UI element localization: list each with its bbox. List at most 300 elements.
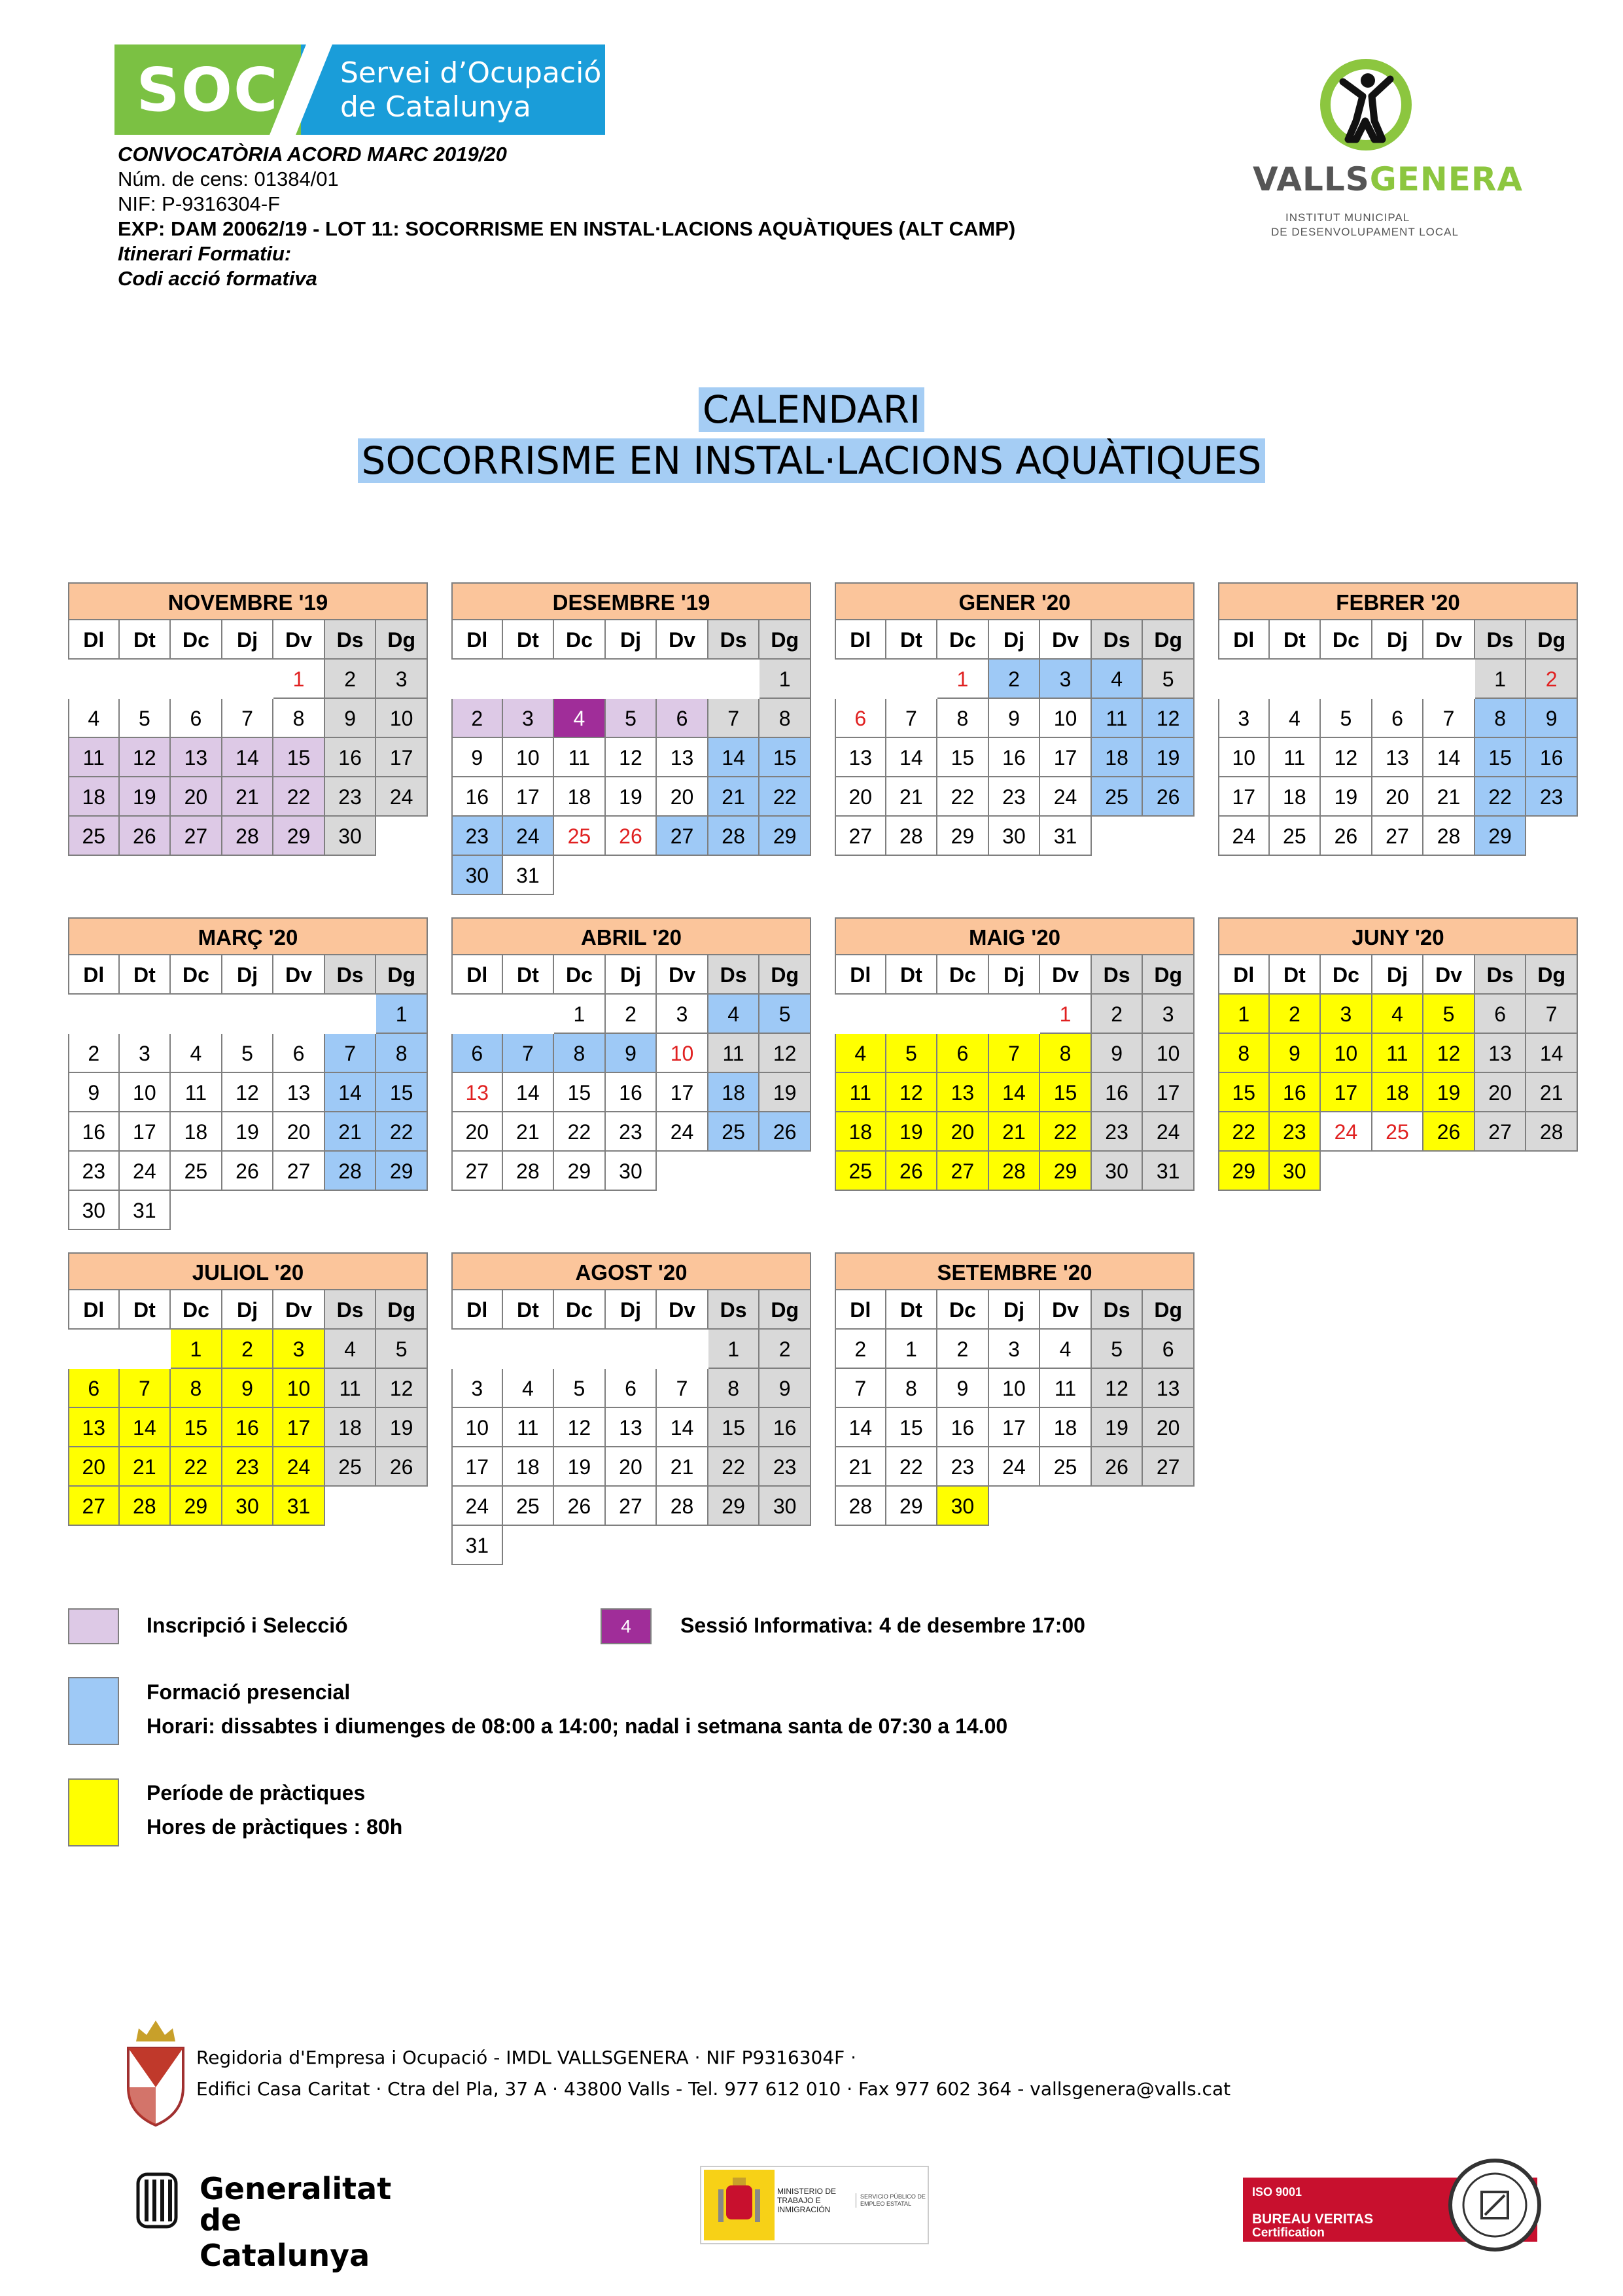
day-cell: 24 xyxy=(503,817,555,856)
weekday-header: Dt xyxy=(503,620,555,660)
weekday-header: Dg xyxy=(1143,955,1195,995)
day-cell: 10 xyxy=(376,699,428,738)
day-cell: 11 xyxy=(1270,738,1321,777)
weekday-header: Dj xyxy=(606,620,657,660)
soc-logo xyxy=(114,44,605,135)
day-cell: 1 xyxy=(273,660,325,699)
day-cell: 10 xyxy=(657,1034,708,1073)
day-cell: 15 xyxy=(1475,738,1527,777)
day-cell: 25 xyxy=(325,1447,377,1487)
weekday-header: Ds xyxy=(1092,1290,1143,1330)
day-cell: 11 xyxy=(1372,1034,1424,1073)
weekday-header: Dg xyxy=(1143,620,1195,660)
day-cell: 17 xyxy=(1321,1073,1372,1112)
day-cell: 4 xyxy=(68,699,120,738)
day-cell: 26 xyxy=(759,1112,811,1152)
day-cell: 17 xyxy=(503,777,555,817)
day-cell: 19 xyxy=(1423,1073,1475,1112)
valls-shield-icon xyxy=(116,2015,195,2130)
day-cell: 22 xyxy=(171,1447,222,1487)
day-cell: 28 xyxy=(1526,1112,1578,1152)
day-cell: 25 xyxy=(1270,817,1321,856)
weekday-header: Dc xyxy=(1321,620,1372,660)
day-cell: 26 xyxy=(222,1152,274,1191)
day-cell: 30 xyxy=(451,856,503,895)
day-cell: 23 xyxy=(606,1112,657,1152)
day-cell: 2 xyxy=(835,1330,886,1369)
day-cell: 24 xyxy=(1218,817,1270,856)
day-cell: 18 xyxy=(1270,777,1321,817)
day-cell: 21 xyxy=(835,1447,886,1487)
day-cell: 5 xyxy=(759,995,811,1034)
day-cell: 12 xyxy=(554,1408,606,1447)
weekday-header: Dg xyxy=(759,620,811,660)
day-cell: 24 xyxy=(657,1112,708,1152)
day-cell: 12 xyxy=(759,1034,811,1073)
day-cell: 16 xyxy=(1526,738,1578,777)
legend-sessio-label: Sessió Informativa: 4 de desembre 17:00 xyxy=(680,1614,1085,1637)
weekday-header: Dc xyxy=(937,1290,989,1330)
day-cell: 15 xyxy=(886,1408,938,1447)
day-cell: 27 xyxy=(1143,1447,1195,1487)
day-cell: 11 xyxy=(708,1034,760,1073)
day-cell: 6 xyxy=(1143,1330,1195,1369)
day-cell: 14 xyxy=(657,1408,708,1447)
day-cell: 31 xyxy=(120,1191,171,1230)
day-cell: 22 xyxy=(1475,777,1527,817)
day-cell: 29 xyxy=(376,1152,428,1191)
day-cell: 27 xyxy=(451,1152,503,1191)
day-cell: 5 xyxy=(1423,995,1475,1034)
footer-line2: Edifici Casa Caritat · Ctra del Pla, 37 A · 43800 Valls - Tel. 977 612 010 · Fax 977 602 364 - vallsgenera@valls.cat xyxy=(196,2078,1231,2100)
day-cell: 19 xyxy=(606,777,657,817)
day-cell: 29 xyxy=(554,1152,606,1191)
day-cell: 27 xyxy=(835,817,886,856)
day-cell: 1 xyxy=(554,995,606,1034)
generalitat-logo: Generalitat de Catalunya xyxy=(134,2166,409,2238)
day-cell: 27 xyxy=(606,1487,657,1526)
day-cell: 13 xyxy=(273,1073,325,1112)
day-cell: 18 xyxy=(503,1447,555,1487)
day-cell: 31 xyxy=(503,856,555,895)
soc-logo-mark: SOC xyxy=(114,44,301,135)
day-cell: 6 xyxy=(657,699,708,738)
day-cell: 24 xyxy=(451,1487,503,1526)
day-cell: 19 xyxy=(222,1112,274,1152)
weekday-header: Ds xyxy=(708,1290,760,1330)
day-cell: 19 xyxy=(1143,738,1195,777)
weekday-header: Ds xyxy=(325,955,377,995)
day-cell: 13 xyxy=(937,1073,989,1112)
day-cell: 23 xyxy=(451,817,503,856)
day-cell: 16 xyxy=(325,738,377,777)
weekday-header: Dv xyxy=(273,1290,325,1330)
title-line2: SOCORRISME EN INSTAL·LACIONS AQUÀTIQUES xyxy=(358,438,1266,483)
day-cell: 10 xyxy=(1321,1034,1372,1073)
day-cell: 23 xyxy=(937,1447,989,1487)
weekday-header: Dg xyxy=(759,955,811,995)
day-cell: 3 xyxy=(503,699,555,738)
weekday-header: Ds xyxy=(1475,955,1527,995)
day-cell: 19 xyxy=(759,1073,811,1112)
weekday-header: Ds xyxy=(1092,620,1143,660)
day-cell: 22 xyxy=(376,1112,428,1152)
weekday-header: Dt xyxy=(1270,955,1321,995)
day-cell: 29 xyxy=(886,1487,938,1526)
day-cell: 30 xyxy=(606,1152,657,1191)
legend-practiques-title: Període de pràctiques xyxy=(147,1781,366,1805)
day-cell: 28 xyxy=(708,817,760,856)
day-cell: 4 xyxy=(503,1369,555,1408)
month-title: MARÇ '20 xyxy=(68,917,428,955)
day-cell: 8 xyxy=(171,1369,222,1408)
day-cell: 21 xyxy=(657,1447,708,1487)
day-cell: 10 xyxy=(1040,699,1092,738)
day-cell: 6 xyxy=(451,1034,503,1073)
month-calendar xyxy=(835,917,1195,1191)
day-cell: 17 xyxy=(451,1447,503,1487)
weekday-header: Dg xyxy=(1526,955,1578,995)
day-cell: 15 xyxy=(708,1408,760,1447)
day-cell: 10 xyxy=(1143,1034,1195,1073)
weekday-header: Ds xyxy=(1092,955,1143,995)
day-cell: 21 xyxy=(886,777,938,817)
day-cell: 20 xyxy=(451,1112,503,1152)
day-cell: 16 xyxy=(1270,1073,1321,1112)
day-cell: 3 xyxy=(1218,699,1270,738)
weekday-header: Dv xyxy=(1423,955,1475,995)
day-cell: 27 xyxy=(171,817,222,856)
day-cell: 23 xyxy=(222,1447,274,1487)
day-cell: 10 xyxy=(273,1369,325,1408)
day-cell: 26 xyxy=(120,817,171,856)
day-cell: 8 xyxy=(886,1369,938,1408)
weekday-header: Dj xyxy=(606,1290,657,1330)
day-cell: 4 xyxy=(1270,699,1321,738)
day-cell: 8 xyxy=(376,1034,428,1073)
weekday-header: Dc xyxy=(554,955,606,995)
day-cell: 3 xyxy=(1143,995,1195,1034)
weekday-header: Ds xyxy=(1475,620,1527,660)
day-cell: 17 xyxy=(1143,1073,1195,1112)
weekday-header: Dj xyxy=(222,620,274,660)
day-cell: 29 xyxy=(937,817,989,856)
day-cell: 27 xyxy=(68,1487,120,1526)
day-cell: 11 xyxy=(835,1073,886,1112)
day-cell: 1 xyxy=(171,1330,222,1369)
day-cell: 14 xyxy=(325,1073,377,1112)
weekday-header: Dl xyxy=(835,620,886,660)
day-cell: 28 xyxy=(835,1487,886,1526)
day-cell: 1 xyxy=(759,660,811,699)
day-cell: 30 xyxy=(989,817,1041,856)
day-cell: 7 xyxy=(1423,699,1475,738)
day-cell: 22 xyxy=(759,777,811,817)
weekday-header: Dc xyxy=(554,620,606,660)
day-cell: 30 xyxy=(68,1191,120,1230)
day-cell: 11 xyxy=(171,1073,222,1112)
day-cell: 31 xyxy=(1040,817,1092,856)
day-cell: 27 xyxy=(657,817,708,856)
day-cell: 29 xyxy=(1475,817,1527,856)
day-cell: 24 xyxy=(989,1447,1041,1487)
weekday-header: Dj xyxy=(222,1290,274,1330)
day-cell: 27 xyxy=(1475,1112,1527,1152)
weekday-header: Dc xyxy=(171,1290,222,1330)
day-cell: 18 xyxy=(708,1073,760,1112)
day-cell: 18 xyxy=(68,777,120,817)
day-cell: 13 xyxy=(451,1073,503,1112)
day-cell: 7 xyxy=(325,1034,377,1073)
day-cell: 18 xyxy=(1092,738,1143,777)
month-title: DESEMBRE '19 xyxy=(451,582,811,620)
day-cell: 21 xyxy=(1423,777,1475,817)
day-cell: 6 xyxy=(937,1034,989,1073)
day-cell: 28 xyxy=(1423,817,1475,856)
day-cell: 16 xyxy=(1092,1073,1143,1112)
day-cell: 23 xyxy=(325,777,377,817)
weekday-header: Dc xyxy=(554,1290,606,1330)
weekday-header: Dt xyxy=(1270,620,1321,660)
day-cell: 20 xyxy=(606,1447,657,1487)
month-title: FEBRER '20 xyxy=(1218,582,1578,620)
weekday-header: Dg xyxy=(376,955,428,995)
day-cell: 21 xyxy=(503,1112,555,1152)
month-calendar xyxy=(1218,917,1578,1191)
day-cell: 24 xyxy=(376,777,428,817)
day-cell: 10 xyxy=(120,1073,171,1112)
nif-line: NIF: P-9316304-F xyxy=(118,192,281,215)
weekday-header: Dt xyxy=(503,955,555,995)
day-cell: 2 xyxy=(759,1330,811,1369)
day-cell: 13 xyxy=(657,738,708,777)
day-cell: 1 xyxy=(708,1330,760,1369)
day-cell: 12 xyxy=(886,1073,938,1112)
day-cell: 23 xyxy=(68,1152,120,1191)
day-cell: 29 xyxy=(1040,1152,1092,1191)
day-cell: 9 xyxy=(1092,1034,1143,1073)
day-cell: 26 xyxy=(554,1487,606,1526)
day-cell: 23 xyxy=(989,777,1041,817)
month-calendar xyxy=(451,1252,811,1565)
month-title: NOVEMBRE '19 xyxy=(68,582,428,620)
day-cell: 1 xyxy=(1475,660,1527,699)
day-cell: 9 xyxy=(759,1369,811,1408)
day-cell: 13 xyxy=(1475,1034,1527,1073)
weekday-header: Dt xyxy=(886,1290,938,1330)
day-cell: 5 xyxy=(376,1330,428,1369)
day-cell: 2 xyxy=(937,1330,989,1369)
day-cell: 10 xyxy=(989,1369,1041,1408)
day-cell: 27 xyxy=(273,1152,325,1191)
day-cell: 27 xyxy=(1372,817,1424,856)
weekday-header: Dj xyxy=(989,955,1041,995)
day-cell: 16 xyxy=(451,777,503,817)
weekday-header: Ds xyxy=(708,955,760,995)
title-line1: CALENDARI xyxy=(699,387,924,432)
day-cell: 15 xyxy=(554,1073,606,1112)
day-cell: 20 xyxy=(68,1447,120,1487)
day-cell: 28 xyxy=(120,1487,171,1526)
day-cell: 12 xyxy=(120,738,171,777)
month-calendar xyxy=(835,582,1195,856)
day-cell: 28 xyxy=(989,1152,1041,1191)
day-cell: 27 xyxy=(937,1152,989,1191)
day-cell: 3 xyxy=(657,995,708,1034)
day-cell: 30 xyxy=(325,817,377,856)
legend-inscripcio-label: Inscripció i Selecció xyxy=(147,1614,348,1637)
day-cell: 5 xyxy=(222,1034,274,1073)
day-cell: 8 xyxy=(937,699,989,738)
day-cell: 2 xyxy=(451,699,503,738)
weekday-header: Ds xyxy=(325,1290,377,1330)
day-cell: 12 xyxy=(606,738,657,777)
day-cell: 15 xyxy=(376,1073,428,1112)
day-cell: 2 xyxy=(1270,995,1321,1034)
day-cell: 2 xyxy=(606,995,657,1034)
itinerari-line: Itinerari Formatiu: xyxy=(118,242,292,265)
day-cell: 18 xyxy=(835,1112,886,1152)
day-cell: 11 xyxy=(503,1408,555,1447)
day-cell: 1 xyxy=(886,1330,938,1369)
day-cell: 2 xyxy=(989,660,1041,699)
day-cell: 8 xyxy=(554,1034,606,1073)
day-cell: 7 xyxy=(989,1034,1041,1073)
day-cell: 20 xyxy=(1372,777,1424,817)
weekday-header: Dj xyxy=(1372,955,1424,995)
day-cell: 11 xyxy=(1092,699,1143,738)
day-cell: 6 xyxy=(606,1369,657,1408)
weekday-header: Dg xyxy=(1143,1290,1195,1330)
day-cell: 2 xyxy=(68,1034,120,1073)
legend-practiques-swatch xyxy=(68,1778,119,1846)
day-cell: 11 xyxy=(325,1369,377,1408)
bureau-veritas-seal-icon xyxy=(1446,2153,1544,2257)
day-cell: 20 xyxy=(171,777,222,817)
day-cell: 26 xyxy=(376,1447,428,1487)
day-cell: 25 xyxy=(835,1152,886,1191)
legend-inscripcio-swatch xyxy=(68,1608,119,1644)
day-cell: 29 xyxy=(1218,1152,1270,1191)
day-cell: 2 xyxy=(1092,995,1143,1034)
weekday-header: Dl xyxy=(1218,620,1270,660)
weekday-header: Dc xyxy=(937,620,989,660)
weekday-header: Dc xyxy=(1321,955,1372,995)
weekday-header: Dl xyxy=(835,1290,886,1330)
day-cell: 28 xyxy=(222,817,274,856)
month-calendar xyxy=(68,917,428,1230)
day-cell: 7 xyxy=(886,699,938,738)
day-cell: 3 xyxy=(989,1330,1041,1369)
day-cell: 12 xyxy=(376,1369,428,1408)
day-cell: 9 xyxy=(451,738,503,777)
day-cell: 8 xyxy=(1475,699,1527,738)
day-cell: 21 xyxy=(325,1112,377,1152)
weekday-header: Dl xyxy=(1218,955,1270,995)
weekday-header: Dv xyxy=(273,955,325,995)
weekday-header: Dt xyxy=(503,1290,555,1330)
day-cell: 16 xyxy=(606,1073,657,1112)
day-cell: 15 xyxy=(937,738,989,777)
day-cell: 4 xyxy=(171,1034,222,1073)
weekday-header: Dv xyxy=(1040,620,1092,660)
day-cell: 4 xyxy=(835,1034,886,1073)
day-cell: 5 xyxy=(120,699,171,738)
day-cell: 9 xyxy=(1270,1034,1321,1073)
day-cell: 20 xyxy=(1143,1408,1195,1447)
month-title: GENER '20 xyxy=(835,582,1195,620)
weekday-header: Dg xyxy=(376,1290,428,1330)
day-cell: 4 xyxy=(1372,995,1424,1034)
weekday-header: Dl xyxy=(451,620,503,660)
day-cell: 20 xyxy=(835,777,886,817)
day-cell: 15 xyxy=(273,738,325,777)
day-cell: 25 xyxy=(554,817,606,856)
day-cell: 1 xyxy=(1040,995,1092,1034)
month-title: MAIG '20 xyxy=(835,917,1195,955)
day-cell: 2 xyxy=(1526,660,1578,699)
weekday-header: Dv xyxy=(657,955,708,995)
ministerio-logo: MINISTERIO DE TRABAJO E INMIGRACIÓN SERVICIO PÚBLICO DE EMPLEO ESTATAL xyxy=(700,2166,929,2244)
day-cell: 24 xyxy=(1143,1112,1195,1152)
day-cell: 6 xyxy=(835,699,886,738)
day-cell: 17 xyxy=(657,1073,708,1112)
convocatoria-line: CONVOCATÒRIA ACORD MARC 2019/20 xyxy=(118,143,507,166)
day-cell: 19 xyxy=(1092,1408,1143,1447)
day-cell: 25 xyxy=(171,1152,222,1191)
day-cell: 12 xyxy=(1321,738,1372,777)
day-cell: 29 xyxy=(759,817,811,856)
bureau-veritas-logo: ISO 9001 BUREAU VERITAS Certification xyxy=(1243,2153,1537,2257)
day-cell: 28 xyxy=(886,817,938,856)
day-cell: 5 xyxy=(1321,699,1372,738)
month-title: JUNY '20 xyxy=(1218,917,1578,955)
weekday-header: Dt xyxy=(120,1290,171,1330)
day-cell: 19 xyxy=(886,1112,938,1152)
day-cell: 15 xyxy=(1218,1073,1270,1112)
day-cell: 29 xyxy=(171,1487,222,1526)
day-cell: 24 xyxy=(1040,777,1092,817)
day-cell: 5 xyxy=(606,699,657,738)
day-cell: 18 xyxy=(171,1112,222,1152)
day-cell: 20 xyxy=(657,777,708,817)
day-cell: 4 xyxy=(1092,660,1143,699)
day-cell: 6 xyxy=(68,1369,120,1408)
day-cell: 30 xyxy=(937,1487,989,1526)
day-cell: 6 xyxy=(1372,699,1424,738)
legend-sessio-swatch: 4 xyxy=(601,1608,652,1644)
weekday-header: Dl xyxy=(68,1290,120,1330)
weekday-header: Dt xyxy=(886,620,938,660)
legend-formacio-horari: Horari: dissabtes i diumenges de 08:00 a 14:00; nadal i setmana santa de 07:30 a 14.00 xyxy=(147,1714,1008,1738)
day-cell: 3 xyxy=(376,660,428,699)
day-cell: 13 xyxy=(68,1408,120,1447)
weekday-header: Dj xyxy=(989,620,1041,660)
day-cell: 8 xyxy=(1218,1034,1270,1073)
day-cell: 22 xyxy=(708,1447,760,1487)
day-cell: 7 xyxy=(120,1369,171,1408)
day-cell: 12 xyxy=(1143,699,1195,738)
day-cell: 9 xyxy=(325,699,377,738)
weekday-header: Dl xyxy=(835,955,886,995)
day-cell: 3 xyxy=(1040,660,1092,699)
day-cell: 31 xyxy=(451,1526,503,1565)
day-cell: 8 xyxy=(759,699,811,738)
day-cell: 22 xyxy=(273,777,325,817)
day-cell: 3 xyxy=(451,1369,503,1408)
day-cell: 1 xyxy=(1218,995,1270,1034)
day-cell: 7 xyxy=(657,1369,708,1408)
